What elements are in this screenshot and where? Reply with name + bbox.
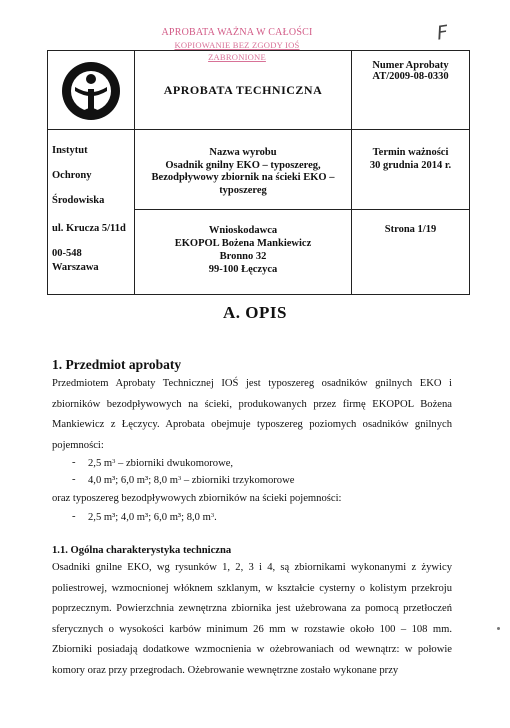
list-bullet: - <box>72 474 76 485</box>
approval-header-table <box>47 50 470 295</box>
institute-line: Ochrony <box>52 170 92 181</box>
validity-cell <box>352 130 470 210</box>
applicant-label: Wnioskodawca <box>208 225 278 236</box>
unit-exponent: 3 <box>210 512 215 519</box>
applicant-name: EKOPOL Bożena Mankiewicz <box>174 238 312 249</box>
intro-paragraph: Przedmiotem Aprobaty Technicznej IOŚ jest typoszereg osadników gnilnych EKO i zbiorników bezodpływowych na ścieki, produkowanych przez firmę EKOPOL Bożena Mankiewicz z Łęczycy. Aprobata obejmuje typoszereg poziomych osadników gnilnych pojemności: <box>52 378 452 451</box>
list-bullet: - <box>72 511 76 522</box>
list-item-values: 4,0 m³; 6,0 m³; 8,0 m <box>88 475 178 486</box>
approval-number-label: Numer Aprobaty <box>372 60 449 71</box>
validity-label: Termin ważności <box>372 147 449 158</box>
applicant-cell <box>135 210 352 295</box>
handwritten-mark: F <box>435 21 450 45</box>
applicant-street: Bronno 32 <box>219 251 267 262</box>
page-number-cell <box>352 210 470 295</box>
approval-number: AT/2009-08-0330 <box>372 71 449 82</box>
ios-logo-icon <box>61 61 121 121</box>
section-title: A. OPIS <box>223 303 287 322</box>
unit-exponent: 3 <box>177 475 182 482</box>
stamp-line-copy: KOPIOWANIE BEZ ZGODY IOŚ ZABRONIONE <box>174 40 300 62</box>
between-text: oraz typoszereg bezodpływowych zbiorników na ścieki pojemności: <box>52 493 342 504</box>
institute-postcode: 00-548 Warszawa <box>52 248 99 273</box>
list-item-values: 2,5 m³; 4,0 m³; 6,0 m³; 8,0 m <box>88 512 211 523</box>
list-item-desc: – zbiorniki dwukomorowe, <box>115 458 234 469</box>
list-item <box>88 457 233 471</box>
list-bullet: - <box>72 457 76 468</box>
product-label: Nazwa wyrobu <box>209 147 277 158</box>
page-number: Strona 1/19 <box>384 224 437 235</box>
logo-cell <box>48 51 135 130</box>
scan-speck <box>497 627 500 630</box>
heading-subject: 1. Przedmiot aprobaty <box>52 357 182 372</box>
list-item-desc: – zbiorniki trzykomorowe <box>181 475 295 486</box>
validity-date: 30 grudnia 2014 r. <box>369 159 452 171</box>
heading-technical-characteristics: 1.1. Ogólna charakterystyka techniczna <box>52 545 232 556</box>
institute-cell <box>48 130 135 295</box>
institute-address: ul. Krucza 5/11d <box>52 223 126 234</box>
list-item <box>88 511 217 525</box>
approval-number-cell <box>352 51 470 130</box>
stamp-line-validity: APROBATA WAŻNA W CAŁOŚCI <box>161 27 313 38</box>
institute-line: Środowiska <box>52 195 105 206</box>
body-paragraph: Osadniki gnilne EKO, wg rysunków 1, 2, 3 i 4, są zbiornikami wykonanymi z żywicy poliestrowej, wzmocnionej włóknem szklanym, w kształcie cysterny o kolistym przekroju poprzecznym. Powierzchnia zewnętrzna zbiornika jest użebrowana za pomocą przetłoczeń sferycznych o wysokości karbów minimum 26 mm w rozstawie około 100 – 108 mm. Zbiorniki posiadają dodatkowe wzmocnienia w ożebrowaniach od wewnątrz: w połowie komory oraz przy przegrodach. Ożebrowanie wewnętrzne zostało wykonane przy <box>52 562 452 676</box>
institute-line: Instytut <box>52 145 88 156</box>
document-title: APROBATA TECHNICZNA <box>135 51 352 130</box>
list-item-desc: . <box>214 512 217 523</box>
unit-exponent: 3 <box>112 458 116 465</box>
list-item-values: 2,5 m <box>88 458 113 469</box>
list-item <box>88 474 294 488</box>
product-cell <box>135 130 352 210</box>
product-name: Osadnik gnilny EKO – typoszereg, Bezodpływowy zbiornik na ścieki EKO – typoszereg <box>151 159 335 196</box>
applicant-city: 99-100 Łęczyca <box>208 264 278 275</box>
